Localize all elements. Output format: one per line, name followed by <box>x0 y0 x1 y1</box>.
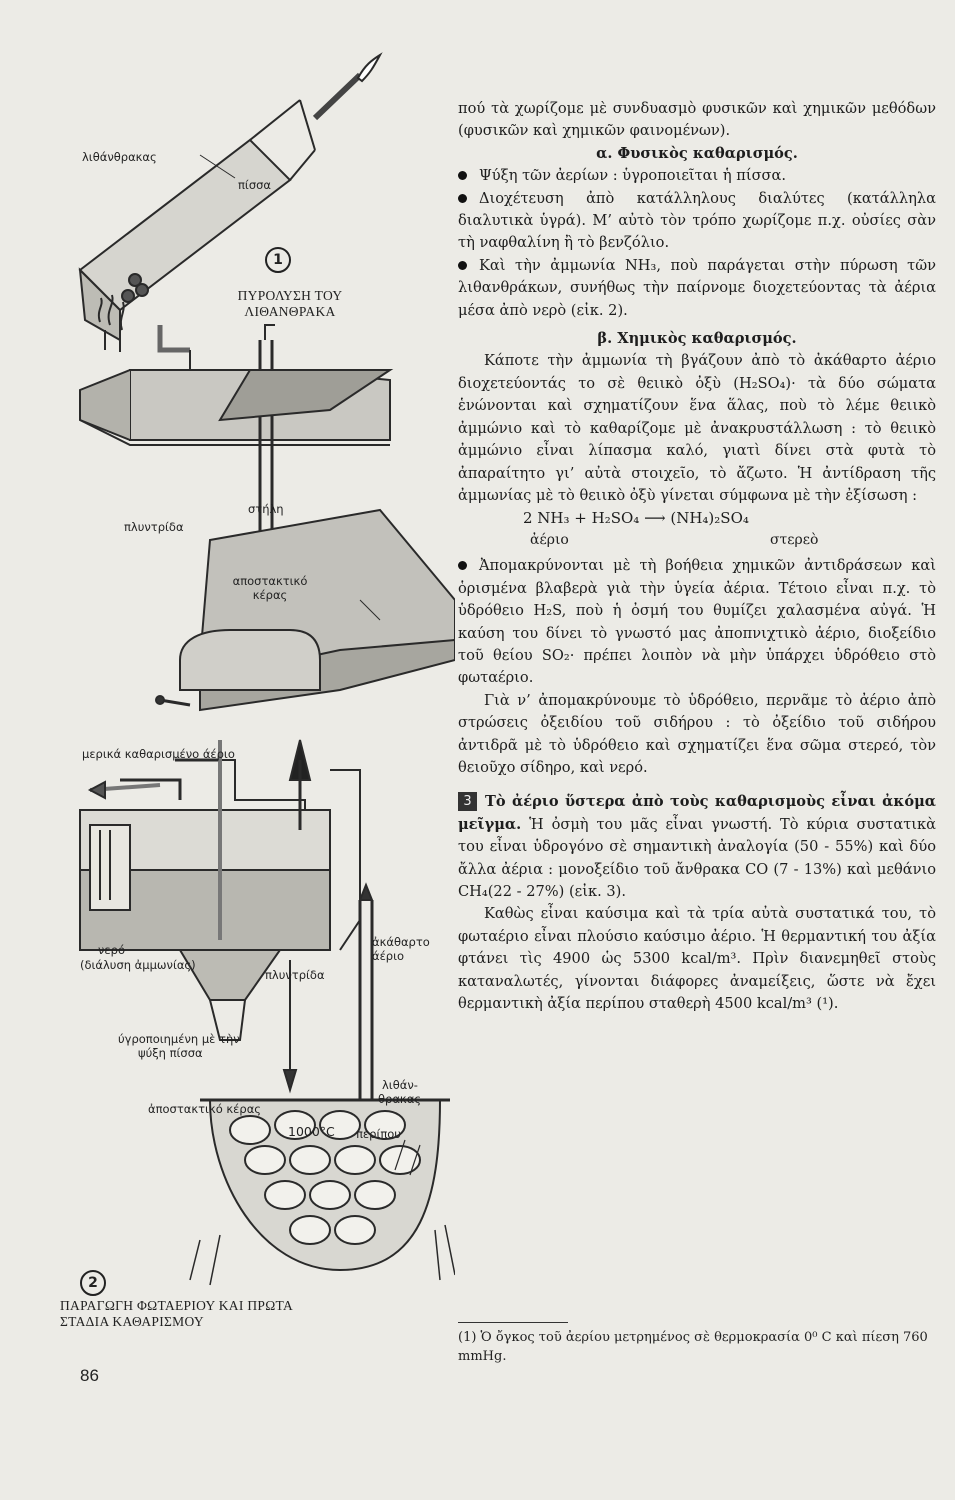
figure-2-caption-line1: ΠΑΡΑΓΩΓΗ ΦΩΤΑΕΡΙΟΥ ΚΑΙ ΠΡΩΤΑ <box>60 1298 294 1313</box>
label-distill-horn-bottom: ἀποστακτικό κέρας <box>148 1102 262 1116</box>
label-partial-gas: μερικά καθαρισμένο άέριο <box>82 747 235 761</box>
label-raw-gas: ἀκάθαρτο άέριο <box>372 935 430 963</box>
label-approx: περίπου <box>356 1127 401 1141</box>
figure-1-caption-line2: ΛΙΘΑΝΘΡΑΚΑ <box>244 304 336 319</box>
h2s-removal-paragraph: Γιὰ ν’ ἀπομακρύνουμε τὸ ὑδρόθειο, περνᾶμε τὸ ἀέριο ἀπὸ στρώσεις ὀξειδίου τοῦ σιδήρου : τὸ ὀξείδιο τοῦ σιδήρου ἀντιδρᾶ μὲ τὸ ὑδρόθειο καὶ σχηματίζει ἕνα σῶμα στερεό, τὸν θειοῦχο σίδηρο, καὶ νερό. <box>458 691 936 776</box>
section-3-paragraph <box>458 791 936 903</box>
bullet-cooling <box>458 165 936 187</box>
bullet-dot-icon <box>458 561 467 570</box>
intro-paragraph: πού τὰ χωρίζομε μὲ συνδυασμὸ φυσικῶν καὶ χημικῶν μεθόδων (φυσικῶν καὶ χημικῶν φαινομένων). <box>458 100 936 140</box>
label-coal-line1: λιθάν- <box>382 1078 418 1092</box>
label-distill-horn: αποστακτικό κέρας <box>232 574 308 602</box>
bullet-ammonia-text: Καὶ τὴν ἀμμωνία NH₃, ποὺ παράγεται στὴν πύρωση τῶν λιθανθράκων, συνήθως τὴν παίρνομε διοχετεύοντας τὰ ἀέρια μέσα ἀπὸ νερὸ (εἰκ. 2). <box>458 256 936 319</box>
body-text-column <box>458 98 936 1015</box>
section-title: Τὸ ἀέριο ὕστερα ἀπὸ τοὺς καθαρισμοὺς εἶναι ἀκόμα μεῖγμα. <box>458 793 936 833</box>
figure-1-caption-line1: ΠΥΡΟΛΥΣΗ ΤΟΥ <box>237 288 343 303</box>
page-number: 86 <box>80 1366 99 1385</box>
section-number-badge: 3 <box>458 792 477 811</box>
equation-solid-label: στερεὸ <box>770 532 819 549</box>
label-liquefied-tar-1: ύγροποιημένη μὲ τὴν <box>118 1032 240 1046</box>
label-water: νερό <box>98 943 125 957</box>
chemical-purification-heading: β. Χημικὸς καθαρισμός. <box>597 330 797 348</box>
label-tar: πίσσα <box>238 178 271 192</box>
apparatus-drawing <box>60 40 455 1360</box>
label-coal: λιθάνθρακας <box>82 150 157 164</box>
figure-2-number: 2 <box>80 1270 106 1296</box>
label-temperature: 1000°C <box>288 1124 335 1139</box>
equation-gas-label: ἀέριο <box>530 532 569 549</box>
label-washer-top: πλυντρίδα <box>124 520 184 534</box>
label-column: στήλη <box>248 502 284 516</box>
figure-2-caption <box>60 1298 360 1330</box>
section-body: Ἡ ὀσμὴ του μᾶς εἶναι γνωστή. Τὸ κύρια συστατικὰ του εἶναι ὑδρογόνο σὲ σημαντικὴ ἀναλογία (50 - 55%) καὶ δύο ἄλλα ἀέρια : μονοξείδιο τοῦ ἄνθρακα CO (7 - 13%) καὶ μεθάνιο CH₄(22 - 27%) (εἰκ. 3). <box>458 815 937 900</box>
label-washer-bottom: πλυντρίδα <box>265 968 325 982</box>
washer-and-column-illustration <box>80 325 455 710</box>
figure-1-number: 1 <box>265 247 291 273</box>
physical-purification-heading: α. Φυσικὸς καθαρισμός. <box>596 144 798 162</box>
figures-column <box>60 40 455 1360</box>
chemical-paragraph: Κάποτε τὴν ἀμμωνία τὴ βγάζουν ἀπὸ τὸ ἀκάθαρτο ἀέριο διοχετεύοντάς το σὲ θειικὸ ὀξὺ (H₂SO₄)· τὰ δύο σώματα ἑνώνονται καὶ σχηματίζουν ἕνα ἅλας, ποὺ τὸ λέμε θειικὸ ἀμμώνιο καὶ τὸ καθαρίζομε μὲ ἀνακρυστάλλωση : τὸ θειικὸ ἀμμώνιο εἶναι λίπασμα καλό, γιατὶ δίνει στὰ φυτὰ τὸ ἀπαραίτητο γι’ αὐτὰ στοιχεῖο, τὸ ἄζωτο. Ἡ ἀντίδραση τῆς ἀμμωνίας μὲ τὸ θειικὸ ὀξὺ γίνεται σύμφωνα μὲ τὴν ἐξίσωση : <box>458 352 936 504</box>
bullet-ammonia <box>458 255 936 322</box>
figure-2-caption-line2: ΣΤΑΔΙΑ ΚΑΘΑΡΙΣΜΟΥ <box>60 1314 204 1329</box>
footnote: (1) Ὁ ὄγκος τοῦ ἀερίου μετρημένος σὲ θερμοκρασία 0⁰ C καὶ πίεση 760 mmHg. <box>458 1330 928 1364</box>
bullet-dot-icon <box>458 261 467 270</box>
bullet-dot-icon <box>458 194 467 203</box>
heating-value-paragraph: Καθὼς εἶναι καύσιμα καὶ τὰ τρία αὐτὰ συστατικά του, τὸ φωταέριο εἶναι πλούσιο καύσιμο ἀέριο. Ἡ θερμαντική του ἀξία φτάνει τὶς 4900 ὡς 5300 kcal/m³. Πρὶν διανεμηθεῖ στοὺς καταναλωτές, γίνονται διάφορες ἀναμείξεις, ὥστε νὰ ἔχει θερμαντικὴ ἀξία περίπου σταθερὴ 4500 kcal/m³ (¹). <box>458 905 936 1013</box>
bullet-solvents-text: Διοχέτευση ἀπὸ κατάλληλους διαλύτες (κατάλληλα διαλυτικὰ ὑγρά). Μ’ αὐτὸ τὸν τρόπο χωρίζομε π.χ. οὐσίες σὰν τὴ ναφθαλίνη ἢ τὸ βενζόλιο. <box>458 189 936 252</box>
bullet-harmful-gases-text: Ἀπομακρύνονται μὲ τὴ βοήθεια χημικῶν ἀντιδράσεων καὶ ὁρισμένα βλαβερὰ γιὰ τὴν ὑγεία ἀέρια. Τέτοιο εἶναι π.χ. τὸ ὑδρόθειο H₂S, ποὺ ἡ ὀσμή του θυμίζει χαλασμένα αὐγά. Ἡ καύση του δίνει τὸ γνωστό μας ἀποπνιχτικὸ ἀέριο, διοξείδιο τοῦ θείου SO₂· πρέπει λοιπὸν νὰ μὴν ὑπάρχει ὑδρόθειο στὸ φωταέριο. <box>458 557 936 687</box>
reaction-equation <box>458 507 936 555</box>
figure-1-caption <box>200 288 380 320</box>
bullet-dot-icon <box>458 171 467 180</box>
bullet-cooling-text: Ψύξη τῶν ἀερίων : ὑγροποιεῖται ἡ πίσσα. <box>479 167 787 185</box>
bullet-solvents <box>458 188 936 255</box>
lower-washer-illustration <box>80 740 360 1040</box>
label-ammonia-solution: (διάλυση ἀμμωνίας) <box>80 958 196 972</box>
equation-formula: 2 NH₃ + H₂SO₄ ⟶ (NH₄)₂SO₄ <box>523 509 749 528</box>
label-coal-line2: θρακας <box>378 1092 422 1106</box>
bullet-harmful-gases <box>458 555 936 689</box>
label-liquefied-tar-2: ψύξη πίσσα <box>138 1046 203 1060</box>
footnote-divider <box>458 1322 568 1323</box>
